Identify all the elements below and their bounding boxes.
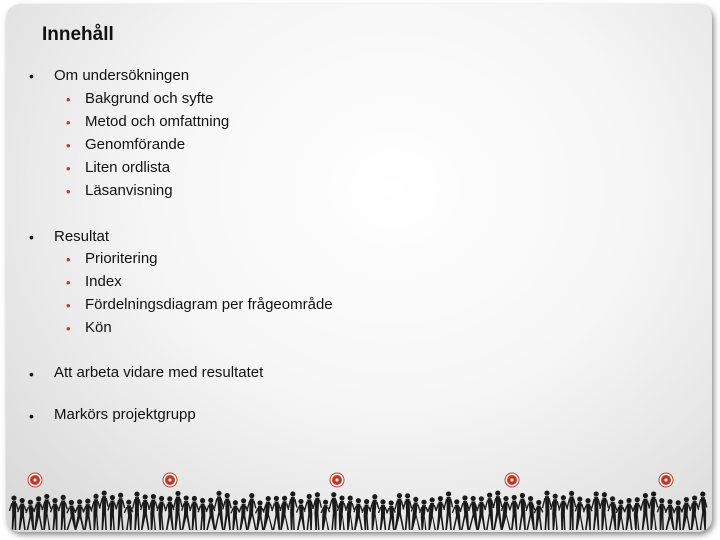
walking-person-icon bbox=[493, 491, 502, 530]
walking-person-icon bbox=[321, 500, 330, 530]
walking-person-icon bbox=[223, 493, 232, 530]
walking-person-icon bbox=[575, 497, 584, 530]
target-marker-icon bbox=[330, 473, 344, 487]
walking-person-icon bbox=[116, 493, 125, 530]
walking-person-icon bbox=[665, 499, 674, 530]
walking-person-icon bbox=[698, 492, 707, 530]
walking-person-icon bbox=[313, 492, 322, 530]
sub-bullet: • bbox=[66, 115, 71, 130]
walking-person-icon bbox=[124, 500, 133, 530]
walking-person-icon bbox=[75, 499, 85, 530]
walking-person-icon bbox=[272, 496, 281, 530]
walking-person-icon bbox=[682, 497, 691, 530]
walking-person-icon bbox=[379, 499, 388, 530]
walking-person-icon bbox=[370, 494, 379, 530]
walking-person-icon bbox=[83, 499, 92, 530]
walking-person-icon bbox=[66, 500, 76, 530]
item-genomforande: Genomförande bbox=[85, 136, 186, 153]
walking-person-icon bbox=[420, 500, 429, 530]
walking-person-icon bbox=[452, 499, 461, 530]
walking-person-icon bbox=[190, 496, 199, 530]
walking-person-icon bbox=[641, 493, 650, 530]
walking-person-icon bbox=[108, 495, 117, 530]
walking-person-icon bbox=[34, 496, 43, 530]
walking-person-icon bbox=[182, 495, 191, 530]
walking-person-icon bbox=[485, 493, 494, 530]
walking-person-icon bbox=[649, 491, 658, 530]
walking-person-icon bbox=[616, 500, 625, 530]
bullet: • bbox=[29, 366, 34, 382]
crowd-footer-illustration bbox=[6, 470, 712, 532]
section-projektgrupp: Markörs projektgrupp bbox=[54, 406, 196, 423]
bullet: • bbox=[29, 68, 34, 84]
walking-person-icon bbox=[141, 494, 150, 530]
walking-person-icon bbox=[428, 497, 437, 530]
walking-person-icon bbox=[608, 496, 617, 530]
walking-person-icon bbox=[444, 491, 453, 530]
bullet: • bbox=[29, 229, 34, 245]
walking-person-icon bbox=[534, 500, 543, 530]
target-marker-icon bbox=[505, 473, 519, 487]
walking-person-icon bbox=[59, 495, 67, 530]
walking-person-icon bbox=[362, 499, 371, 530]
walking-person-icon bbox=[10, 495, 19, 530]
walking-person-icon bbox=[297, 499, 306, 530]
walking-person-icon bbox=[247, 493, 257, 530]
target-marker-icon bbox=[163, 473, 177, 487]
section-arbeta-vidare: Att arbeta vidare med resultatet bbox=[54, 364, 264, 381]
walking-person-icon bbox=[280, 496, 289, 530]
walking-person-icon bbox=[518, 493, 527, 530]
item-fordelningsdiagram: Fördelningsdiagram per frågeområde bbox=[85, 296, 333, 313]
walking-person-icon bbox=[165, 496, 174, 530]
walking-person-icon bbox=[157, 496, 166, 530]
item-metod: Metod och omfattning bbox=[85, 113, 230, 130]
walking-person-icon bbox=[239, 498, 248, 530]
sub-bullet: • bbox=[66, 161, 71, 176]
item-bakgrund: Bakgrund och syfte bbox=[85, 90, 214, 107]
walking-person-icon bbox=[354, 498, 363, 530]
section-resultat: Resultat bbox=[54, 228, 110, 245]
walking-person-icon bbox=[51, 498, 60, 530]
item-prioritering: Prioritering bbox=[85, 250, 158, 267]
walking-person-icon bbox=[690, 495, 699, 530]
item-lasanvisning: Läsanvisning bbox=[85, 182, 173, 199]
walking-person-icon bbox=[288, 491, 297, 530]
walking-person-icon bbox=[198, 498, 207, 530]
walking-person-icon bbox=[206, 498, 215, 530]
walking-person-icon bbox=[133, 492, 142, 530]
walking-person-icon bbox=[543, 490, 552, 530]
walking-person-icon bbox=[338, 495, 347, 530]
sub-bullet: • bbox=[66, 298, 71, 313]
walking-person-icon bbox=[18, 498, 27, 530]
walking-person-icon bbox=[625, 498, 634, 530]
walking-person-icon bbox=[305, 494, 314, 530]
walking-person-icon bbox=[231, 500, 240, 530]
walking-person-icon bbox=[551, 494, 560, 530]
walking-person-icon bbox=[501, 496, 511, 530]
walking-person-icon bbox=[477, 496, 486, 530]
walking-person-icon bbox=[600, 492, 609, 530]
walking-person-icon bbox=[329, 492, 338, 530]
section-om-undersokningen: Om undersökningen bbox=[54, 67, 190, 84]
item-index: Index bbox=[85, 273, 122, 290]
target-marker-icon bbox=[659, 473, 673, 487]
walking-person-icon bbox=[263, 496, 273, 530]
walking-person-icon bbox=[592, 491, 601, 530]
walking-person-icon bbox=[346, 496, 355, 530]
walking-person-icon bbox=[42, 494, 51, 530]
bullet: • bbox=[29, 408, 34, 424]
sub-bullet: • bbox=[66, 92, 71, 107]
walking-person-icon bbox=[387, 500, 396, 530]
walking-person-icon bbox=[559, 495, 568, 530]
item-kon: Kön bbox=[85, 319, 112, 336]
walking-person-icon bbox=[657, 498, 666, 530]
target-marker-icon bbox=[28, 473, 42, 487]
walking-person-icon bbox=[436, 496, 445, 530]
sub-bullet: • bbox=[66, 138, 71, 153]
slide-title: Innehåll bbox=[42, 24, 114, 45]
slide bbox=[6, 4, 712, 532]
item-ordlista: Liten ordlista bbox=[85, 159, 171, 176]
walking-person-icon bbox=[214, 491, 223, 530]
walking-person-icon bbox=[26, 500, 35, 530]
sub-bullet: • bbox=[66, 275, 71, 290]
walking-person-icon bbox=[174, 491, 183, 530]
walking-person-icon bbox=[395, 493, 405, 530]
walking-person-icon bbox=[526, 496, 535, 530]
walking-person-icon bbox=[149, 494, 158, 530]
walking-person-icon bbox=[411, 497, 420, 530]
walking-person-icon bbox=[633, 497, 642, 530]
sub-bullet: • bbox=[66, 184, 71, 199]
walking-person-icon bbox=[461, 495, 470, 530]
sub-bullet: • bbox=[66, 252, 71, 267]
walking-person-icon bbox=[674, 500, 683, 530]
walking-person-icon bbox=[256, 500, 265, 530]
sub-bullet: • bbox=[66, 321, 71, 336]
walking-person-icon bbox=[403, 493, 412, 530]
walking-person-icon bbox=[567, 491, 576, 530]
walking-person-icon bbox=[510, 495, 519, 530]
walking-person-icon bbox=[92, 494, 101, 530]
walking-person-icon bbox=[584, 498, 593, 530]
walking-person-icon bbox=[100, 491, 109, 530]
walking-person-icon bbox=[469, 496, 478, 530]
